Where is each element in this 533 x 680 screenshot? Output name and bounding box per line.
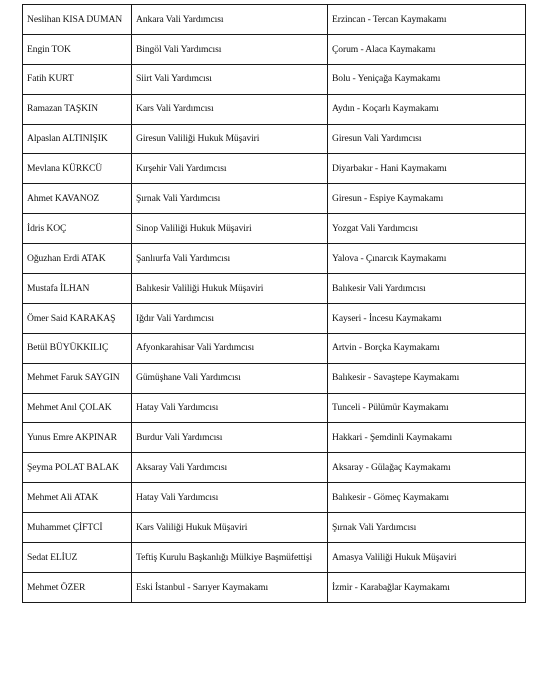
previous-post-cell: Şanlıurfa Vali Yardımcısı: [132, 244, 328, 274]
person-name-cell: Mehmet Anıl ÇOLAK: [23, 393, 132, 423]
person-name-cell: Fatih KURT: [23, 64, 132, 94]
previous-post-cell: Hatay Vali Yardımcısı: [132, 393, 328, 423]
table-row: [23, 5, 526, 35]
previous-post-cell: Ankara Vali Yardımcısı: [132, 5, 328, 35]
previous-post-cell: Gümüşhane Vali Yardımcısı: [132, 363, 328, 393]
new-post-cell: Balıkesir - Gömeç Kaymakamı: [328, 483, 526, 513]
previous-post-cell: Siirt Vali Yardımcısı: [132, 64, 328, 94]
previous-post-cell: Kars Valiliği Hukuk Müşaviri: [132, 513, 328, 543]
new-post-cell: Artvin - Borçka Kaymakamı: [328, 333, 526, 363]
table-row: [23, 94, 526, 124]
table-row: [23, 244, 526, 274]
table-row: [23, 543, 526, 573]
person-name-cell: Muhammet ÇİFTCİ: [23, 513, 132, 543]
new-post-cell: Kayseri - İncesu Kaymakamı: [328, 303, 526, 333]
person-name-cell: Mehmet ÖZER: [23, 572, 132, 602]
new-post-cell: Aydın - Koçarlı Kaymakamı: [328, 94, 526, 124]
appointment-table-body: [23, 5, 526, 603]
table-row: [23, 333, 526, 363]
previous-post-cell: Giresun Valiliği Hukuk Müşaviri: [132, 124, 328, 154]
table-row: [23, 64, 526, 94]
appointment-table: [22, 4, 526, 603]
previous-post-cell: Aksaray Vali Yardımcısı: [132, 453, 328, 483]
table-row: [23, 513, 526, 543]
person-name-cell: Ahmet KAVANOZ: [23, 184, 132, 214]
person-name-cell: Ömer Said KARAKAŞ: [23, 303, 132, 333]
new-post-cell: Hakkari - Şemdinli Kaymakamı: [328, 423, 526, 453]
table-row: [23, 274, 526, 304]
person-name-cell: Mustafa İLHAN: [23, 274, 132, 304]
new-post-cell: Aksaray - Gülağaç Kaymakamı: [328, 453, 526, 483]
person-name-cell: Mehmet Ali ATAK: [23, 483, 132, 513]
previous-post-cell: Hatay Vali Yardımcısı: [132, 483, 328, 513]
new-post-cell: Giresun Vali Yardımcısı: [328, 124, 526, 154]
person-name-cell: İdris KOÇ: [23, 214, 132, 244]
new-post-cell: Diyarbakır - Hani Kaymakamı: [328, 154, 526, 184]
previous-post-cell: Bingöl Vali Yardımcısı: [132, 34, 328, 64]
person-name-cell: Betül BÜYÜKKILIÇ: [23, 333, 132, 363]
previous-post-cell: Kars Vali Yardımcısı: [132, 94, 328, 124]
person-name-cell: Mevlana KÜRKCÜ: [23, 154, 132, 184]
previous-post-cell: Sinop Valiliği Hukuk Müşaviri: [132, 214, 328, 244]
person-name-cell: Engin TOK: [23, 34, 132, 64]
previous-post-cell: Kırşehir Vali Yardımcısı: [132, 154, 328, 184]
table-row: [23, 184, 526, 214]
table-row: [23, 572, 526, 602]
person-name-cell: Oğuzhan Erdi ATAK: [23, 244, 132, 274]
table-row: [23, 423, 526, 453]
person-name-cell: Yunus Emre AKPINAR: [23, 423, 132, 453]
new-post-cell: Erzincan - Tercan Kaymakamı: [328, 5, 526, 35]
new-post-cell: Çorum - Alaca Kaymakamı: [328, 34, 526, 64]
table-row: [23, 303, 526, 333]
previous-post-cell: Teftiş Kurulu Başkanlığı Mülkiye Başmüfettişi: [132, 543, 328, 573]
person-name-cell: Şeyma POLAT BALAK: [23, 453, 132, 483]
new-post-cell: Amasya Valiliği Hukuk Müşaviri: [328, 543, 526, 573]
new-post-cell: İzmir - Karabağlar Kaymakamı: [328, 572, 526, 602]
table-row: [23, 124, 526, 154]
previous-post-cell: Şırnak Vali Yardımcısı: [132, 184, 328, 214]
person-name-cell: Sedat ELİUZ: [23, 543, 132, 573]
table-row: [23, 34, 526, 64]
previous-post-cell: Afyonkarahisar Vali Yardımcısı: [132, 333, 328, 363]
table-row: [23, 214, 526, 244]
new-post-cell: Şırnak Vali Yardımcısı: [328, 513, 526, 543]
new-post-cell: Balıkesir - Savaştepe Kaymakamı: [328, 363, 526, 393]
person-name-cell: Ramazan TAŞKIN: [23, 94, 132, 124]
previous-post-cell: Eski İstanbul - Sarıyer Kaymakamı: [132, 572, 328, 602]
new-post-cell: Tunceli - Pülümür Kaymakamı: [328, 393, 526, 423]
person-name-cell: Alpaslan ALTINIŞIK: [23, 124, 132, 154]
table-row: [23, 393, 526, 423]
table-row: [23, 453, 526, 483]
previous-post-cell: Balıkesir Valiliği Hukuk Müşaviri: [132, 274, 328, 304]
previous-post-cell: Iğdır Vali Yardımcısı: [132, 303, 328, 333]
new-post-cell: Yalova - Çınarcık Kaymakamı: [328, 244, 526, 274]
table-row: [23, 154, 526, 184]
previous-post-cell: Burdur Vali Yardımcısı: [132, 423, 328, 453]
person-name-cell: Mehmet Faruk SAYGIN: [23, 363, 132, 393]
new-post-cell: Bolu - Yeniçağa Kaymakamı: [328, 64, 526, 94]
person-name-cell: Neslihan KISA DUMAN: [23, 5, 132, 35]
new-post-cell: Giresun - Espiye Kaymakamı: [328, 184, 526, 214]
new-post-cell: Balıkesir Vali Yardımcısı: [328, 274, 526, 304]
table-row: [23, 483, 526, 513]
new-post-cell: Yozgat Vali Yardımcısı: [328, 214, 526, 244]
table-row: [23, 363, 526, 393]
